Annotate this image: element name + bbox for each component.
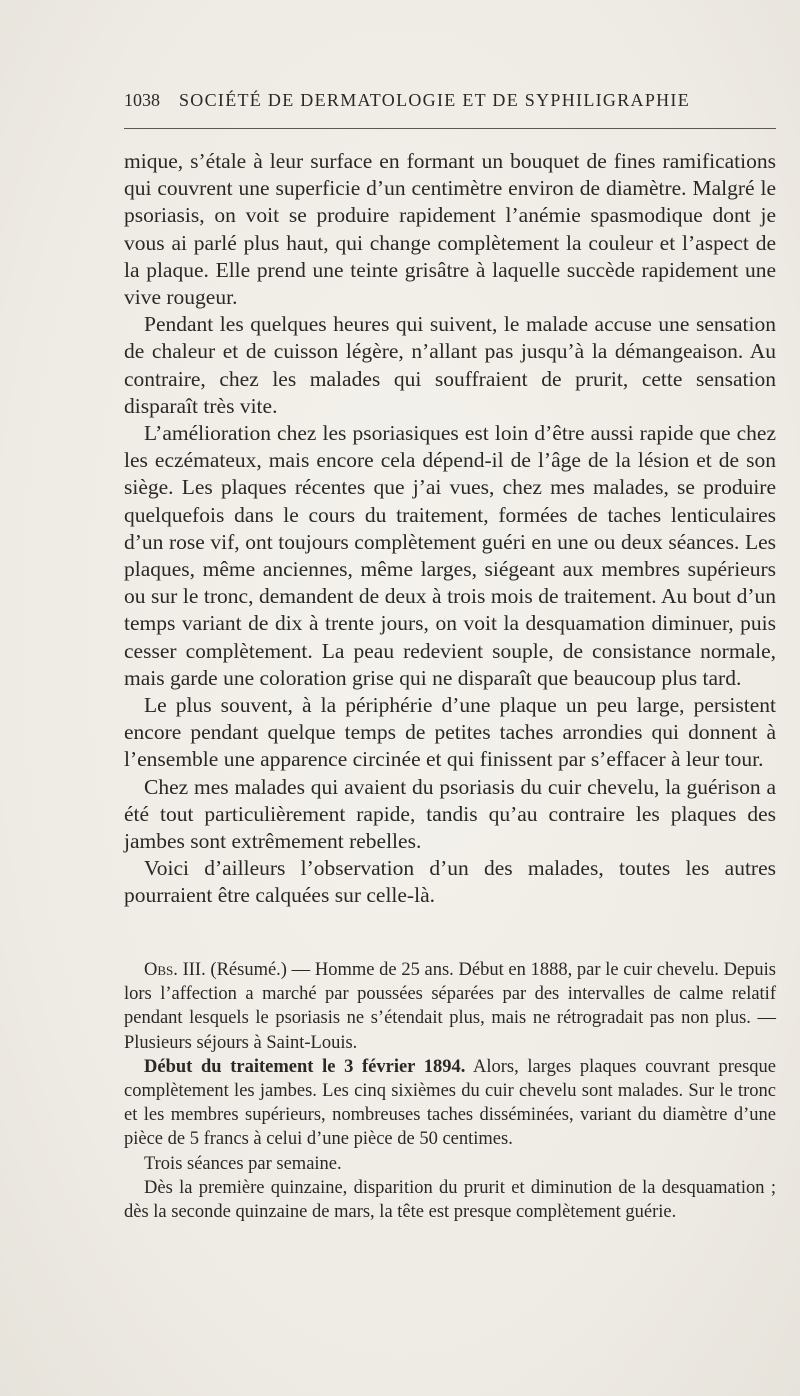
treatment-start: Début du traitement le 3 février 1894.	[144, 1056, 466, 1077]
treatment-description: Alors, larges plaques couvrant presque complètement les jambes. Les cinq sixièmes du cuir chevelu sont malades. Sur le tronc et les membres supérieurs, nombreuses taches disséminées, variant du diamètre d’une pièce de 5 francs à celui d’une pièce de 50 centimes.	[124, 1056, 776, 1150]
observation-block	[124, 958, 776, 1224]
paragraph: mique, s’étale à leur surface en formant un bouquet de fines ramifications qui couvrent une superficie d’un centimètre environ de diamètre. Malgré le psoriasis, on voit se produire rapidement l’anémie spasmodique dont je vous ai parlé plus haut, qui change complètement la couleur et l’aspect de la plaque. Elle prend une teinte grisâtre à laquelle succède rapidement une vive rougeur.	[124, 149, 776, 310]
observation-paragraph: Trois séances par semaine.	[144, 1153, 342, 1174]
paragraph: Voici d’ailleurs l’observation d’un des malades, toutes les autres pourraient être calquées sur celle-là.	[124, 856, 776, 908]
observation-label: Obs. III.	[144, 960, 206, 980]
paragraph: L’amélioration chez les psoriasiques est loin d’être aussi rapide que chez les eczémateux, mais encore cela dépend-il de l’âge de la lésion et de son siège. Les plaques récentes que j’ai vues, chez mes malades, se produire quelquefois dans le cours du traitement, formées de taches lenticulaires d’un rose vif, ont toujours complètement guéri en une ou deux séances. Les plaques, même anciennes, même larges, siégeant aux membres supérieurs ou sur le tronc, demandent de deux à trois mois de traitement. Au bout d’un temps variant de dix à trente jours, on voit la desquamation diminuer, puis cesser complètement. La peau redevient souple, de consistance normale, mais garde une coloration grise qui ne disparaît que beaucoup plus tard.	[124, 421, 776, 690]
observation-summary: (Résumé.) — Homme de 25 ans. Début en 1888, par le cuir chevelu. Depuis lors l’affection a marché par poussées séparées par des intervalles de calme relatif pendant lesquels le psoriasis ne s’étendait plus, mais ne rétrogradait pas non plus. — Plusieurs séjours à Saint-Louis.	[124, 960, 776, 1053]
page-number: 1038	[124, 90, 160, 110]
observation-paragraph	[124, 1055, 776, 1152]
header-rule	[124, 128, 776, 129]
page-header	[124, 90, 776, 118]
paragraph: Chez mes malades qui avaient du psoriasis du cuir chevelu, la guérison a été tout particulièrement rapide, tandis qu’au contraire les plaques des jambes sont extrêmement rebelles.	[124, 774, 776, 854]
paragraph: Le plus souvent, à la périphérie d’une plaque un peu large, persistent encore pendant quelque temps de petites taches arrondies qui donnent à l’ensemble une apparence circinée et qui finissent par s’effacer à leur tour.	[124, 693, 776, 772]
observation-paragraph	[124, 958, 776, 1055]
running-title: SOCIÉTÉ DE DERMATOLOGIE ET DE SYPHILIGRAPHIE	[179, 90, 691, 110]
observation-paragraph: Dès la première quinzaine, disparition du prurit et diminution de la desquamation ; dès la seconde quinzaine de mars, la tête est presque complètement guérie.	[124, 1177, 776, 1223]
paragraph: Pendant les quelques heures qui suivent, le malade accuse une sensation de chaleur et de cuisson légère, n’allant pas jusqu’à la démangeaison. Au contraire, chez les malades qui souffraient de prurit, cette sensation disparaît très vite.	[124, 312, 776, 418]
main-text	[124, 148, 776, 910]
